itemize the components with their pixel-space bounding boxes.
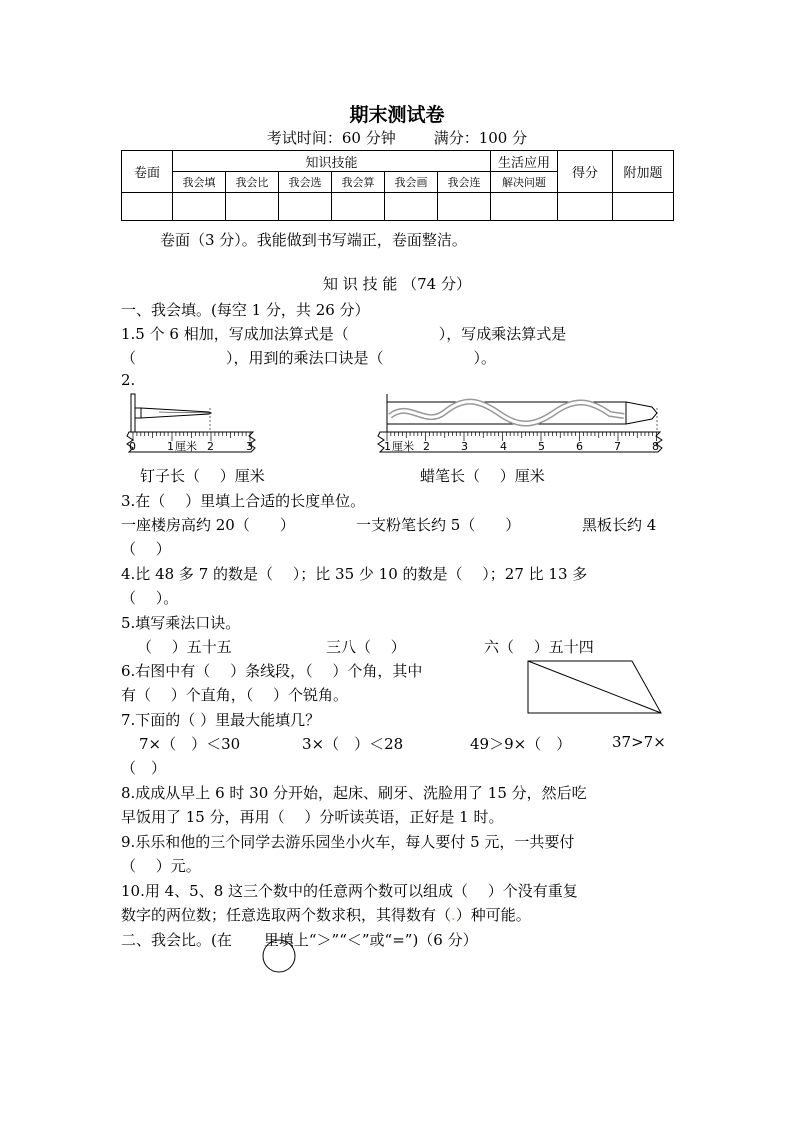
header-shenghuo: 生活应用 [491, 151, 558, 172]
ruler1-tick-1: 1 [167, 440, 174, 453]
q8-line2: 早饭用了 15 分，再用（ ）分听读英语，正好是 1 时。 [121, 808, 504, 826]
q10-dot: . [451, 906, 456, 924]
circle-placeholder-icon [261, 938, 297, 974]
q5-item2: 三八（ ） [326, 638, 406, 656]
header-juanmian: 卷面 [122, 151, 173, 193]
q1-line1: 1.5 个 6 相加，写成加法算式是（ ），写成乘法算式是 [121, 325, 567, 343]
q7-item2: 3×（ ）＜28 [302, 735, 404, 753]
col-hua: 我会画 [385, 172, 438, 193]
col-xuan: 我会选 [279, 172, 332, 193]
score-cell[interactable] [613, 193, 674, 221]
crayon-length: 蜡笔长（ ）厘米 [420, 467, 545, 485]
page-title: 期末测试卷 [349, 104, 445, 126]
crayon-ruler-figure [370, 392, 670, 458]
score-cell[interactable] [279, 193, 332, 221]
ruler1-tick-0: 0 [129, 440, 136, 453]
q5-item3: 六（ ）五十四 [484, 638, 594, 656]
crayon-drawing [387, 394, 657, 432]
q8-line1: 8.成成从早上 6 时 30 分开始，起床、刷牙、洗脸用了 15 分，然后吃 [121, 784, 587, 802]
score-cell[interactable] [438, 193, 491, 221]
nail-ruler-figure [121, 392, 266, 458]
part2-b: 里填上“＞”“＜”或“=”)（6 分） [263, 931, 478, 949]
q7-label: 7.下面的（ ）里最大能填几？ [121, 711, 321, 729]
q6-line1: 6.右图中有（ ）条线段，（ ）个角，其中 [121, 662, 423, 680]
q2-label: 2. [121, 371, 136, 389]
ruler2-tick-1: 1 [384, 440, 391, 453]
q7-item3: 49＞9×（ ） [470, 735, 572, 753]
ruler1-tick-2: 2 [207, 440, 214, 453]
q10-line1: 10.用 4、5、8 这三个数中的任意两个数可以组成（ ）个没有重复 [121, 882, 578, 900]
q10-line2 [121, 904, 681, 925]
q7-item1: 7×（ ）＜30 [139, 735, 241, 753]
score-cell[interactable] [558, 193, 613, 221]
col-tian: 我会填 [173, 172, 226, 193]
q10-line2-b: ）种可能。 [455, 906, 531, 924]
q7-item4-blank: （ ） [121, 759, 167, 777]
q5-label: 5.填写乘法口诀。 [121, 614, 241, 632]
q9-line2: （ ）元。 [121, 857, 201, 875]
score-cell[interactable] [491, 193, 558, 221]
ruler2-tick-7: 7 [614, 440, 621, 453]
part2-heading [121, 929, 681, 950]
ruler2-unit: 厘米 [392, 440, 414, 453]
q3-blackboard: 黑板长约 4 [582, 516, 657, 534]
col-jiejue: 解决问题 [491, 172, 558, 193]
trapezoid-figure [526, 659, 664, 715]
col-lian: 我会连 [438, 172, 491, 193]
ruler2-tick-2: 2 [423, 440, 430, 453]
part1-heading: 一、我会填。(每空 1 分，共 26 分） [121, 301, 370, 319]
q9-line1: 9.乐乐和他的三个同学去游乐园坐小火车，每人要付 5 元，一共要付 [121, 833, 575, 851]
nail-drawing [131, 394, 211, 432]
ruler1-unit: 厘米 [175, 440, 197, 453]
ruler2-tick-3: 3 [461, 440, 468, 453]
score-cell[interactable] [226, 193, 279, 221]
q3-chalk: 一支粉笔长约 5（ ） [356, 516, 521, 534]
score-table [121, 150, 674, 221]
ruler2-tick-4: 4 [500, 440, 507, 453]
full-score: 满分：100 分 [433, 129, 528, 147]
score-cell[interactable] [173, 193, 226, 221]
juanmian-line: 卷面（3 分）。我能做到书写端正，卷面整洁。 [160, 231, 467, 249]
ruler2-tick-8: 8 [652, 440, 659, 453]
header-defen: 得分 [558, 151, 613, 193]
q7-item4: 37>7× [612, 733, 666, 751]
score-cell[interactable] [332, 193, 385, 221]
q10-line2-a: 数字的两位数；任意选取两个数求积，其得数有（ [121, 906, 452, 924]
header-fujia: 附加题 [613, 151, 674, 193]
q5-item1: （ ）五十五 [137, 638, 232, 656]
header-zhishi: 知识技能 [173, 151, 491, 172]
exam-info [0, 127, 794, 148]
q1-line2: （ ），用到的乘法口诀是（ ）。 [121, 349, 497, 367]
score-cell[interactable] [122, 193, 173, 221]
q3-blank: （ ） [121, 540, 171, 558]
q3-building: 一座楼房高约 20（ ） [121, 516, 295, 534]
exam-time: 考试时间：60 分钟 [266, 129, 396, 147]
q6-line2: 有（ ）个直角，（ ）个锐角。 [121, 686, 349, 704]
part2-a: 二、我会比。(在 [121, 931, 232, 949]
q4-line1: 4.比 48 多 7 的数是（ ）；比 35 少 10 的数是（ ）；27 比 13 多 [121, 565, 588, 583]
q3-label: 3.在（ ）里填上合适的长度单位。 [121, 492, 366, 510]
ruler2-tick-5: 5 [538, 440, 545, 453]
col-bi: 我会比 [226, 172, 279, 193]
col-suan: 我会算 [332, 172, 385, 193]
score-cell[interactable] [385, 193, 438, 221]
section-zhishi: 知 识 技 能 （74 分） [323, 275, 471, 293]
ruler1-tick-3: 3 [246, 440, 253, 453]
q4-line2: （ ）。 [121, 589, 179, 607]
ruler2-tick-6: 6 [576, 440, 583, 453]
nail-length: 钉子长（ ）厘米 [140, 467, 265, 485]
